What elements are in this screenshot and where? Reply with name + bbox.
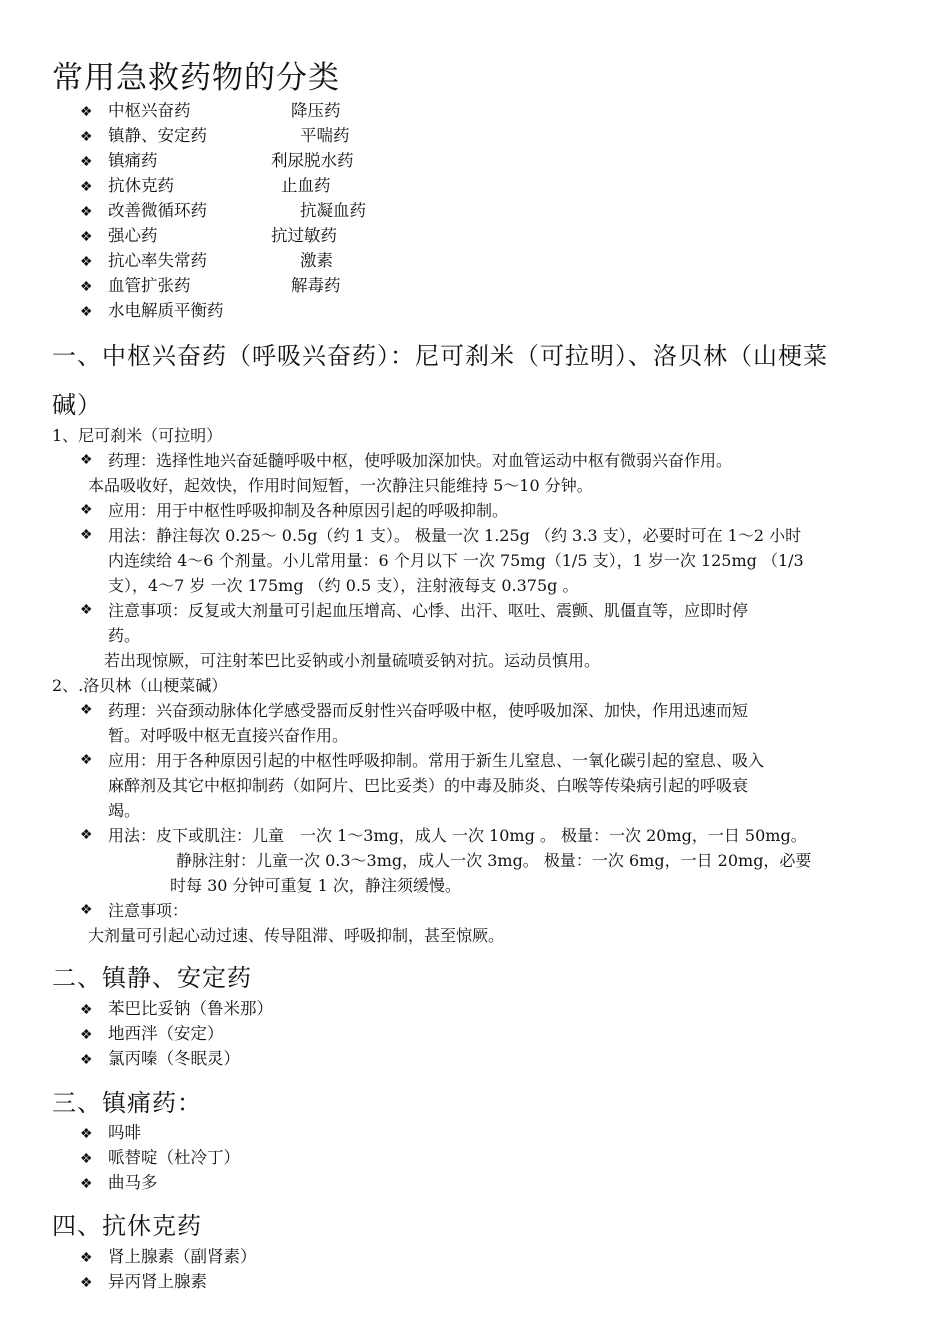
drug-2-precautions-cont: 大剂量可引起心动过速、传导阻滞、呼吸抑制，甚至惊厥。 (88, 926, 505, 945)
diamond-bullet-icon: ❖ (80, 154, 93, 170)
drug-1-application: ❖ 应用：用于中枢性呼吸抑制及各种原因引起的呼吸抑制。 (108, 498, 508, 523)
diamond-bullet-icon: ❖ (80, 1151, 93, 1167)
category-left: 血管扩张药 (108, 276, 191, 295)
category-row (80, 298, 224, 323)
diamond-bullet-icon: ❖ (80, 702, 93, 718)
category-row (80, 223, 337, 248)
document-title: 常用急救药物的分类 (52, 60, 340, 96)
category-row (80, 148, 354, 173)
category-left: 强心药 (108, 226, 158, 245)
drug-2-application: ❖ 应用：用于各种原因引起的中枢性呼吸抑制。常用于新生儿窒息、一氧化碳引起的窒息、吸入 (108, 748, 764, 773)
diamond-bullet-icon: ❖ (80, 204, 93, 220)
category-right: 激素 (300, 251, 333, 270)
diamond-bullet-icon: ❖ (80, 452, 93, 468)
category-right: 抗凝血药 (300, 201, 366, 220)
category-left: 镇静、安定药 (108, 126, 207, 145)
section-1-heading: 一、中枢兴奋药（呼吸兴奋药）：尼可刹米（可拉明）、洛贝林（山梗菜 (52, 342, 828, 370)
section-3-heading: 三、镇痛药： (52, 1089, 202, 1117)
drug-1-dosage-cont: 内连续给 4～6 个剂量。小儿常用量：6 个月以下 一次 75mg（1/5 支），1 岁一次 125mg （1/3 (108, 551, 804, 570)
section-4-heading: 四、抗休克药 (52, 1212, 202, 1240)
category-row (80, 248, 333, 273)
diamond-bullet-icon: ❖ (80, 104, 93, 120)
drug-1-precautions-cont: 药。 (108, 626, 141, 645)
diamond-bullet-icon: ❖ (80, 1275, 93, 1291)
diamond-bullet-icon: ❖ (80, 1027, 93, 1043)
category-right: 降压药 (291, 101, 341, 120)
list-item: ❖ 氯丙嗪（冬眠灵） (80, 1046, 273, 1071)
category-left: 中枢兴奋药 (108, 101, 191, 120)
drug-2-application-cont: 麻醉剂及其它中枢抑制药（如阿片、巴比妥类）的中毒及肺炎、白喉等传染病引起的呼吸衰 (108, 776, 749, 795)
drug-2-application-cont: 竭。 (108, 801, 141, 820)
drug-2-dosage-cont: 时每 30 分钟可重复 1 次，静注须缓慢。 (170, 876, 461, 895)
drug-2-dosage: ❖ 用法：皮下或肌注：儿童 一次 1～3mg，成人 一次 10mg 。 极量：一次 20mg，一日 50mg。 (108, 823, 807, 848)
section-2-list (80, 996, 273, 1071)
drug-1-pharmacology-cont: 本品吸收好，起效快，作用时间短暂，一次静注只能维持 5～10 分钟。 (88, 476, 593, 495)
category-left: 水电解质平衡药 (108, 301, 224, 320)
drug-2-pharmacology-cont: 暂。对呼吸中枢无直接兴奋作用。 (108, 726, 349, 745)
category-left: 改善微循环药 (108, 201, 207, 220)
diamond-bullet-icon: ❖ (80, 129, 93, 145)
drug-1-title: 1、尼可刹米（可拉明） (52, 426, 223, 445)
list-item: ❖ 吗啡 (80, 1120, 240, 1145)
diamond-bullet-icon: ❖ (80, 1250, 93, 1266)
section-2-heading: 二、镇静、安定药 (52, 964, 252, 992)
category-left: 镇痛药 (108, 151, 158, 170)
category-right: 抗过敏药 (271, 226, 337, 245)
diamond-bullet-icon: ❖ (80, 602, 93, 618)
diamond-bullet-icon: ❖ (80, 502, 93, 518)
category-row (80, 98, 341, 123)
drug-1-precautions-cont: 若出现惊厥，可注射苯巴比妥钠或小剂量硫喷妥钠对抗。运动员慎用。 (104, 651, 601, 670)
drug-1-precautions: ❖ 注意事项：反复或大剂量可引起血压增高、心悸、出汗、呕吐、震颤、肌僵直等，应即时停 (108, 598, 748, 623)
drug-1-dosage: ❖ 用法：静注每次 0.25～ 0.5g（约 1 支）。 极量一次 1.25g （约 3.3 支），必要时可在 1～2 小时 (108, 523, 801, 548)
category-left: 抗心率失常药 (108, 251, 207, 270)
category-list (80, 98, 366, 323)
section-3-list (80, 1120, 240, 1195)
list-item: ❖ 曲马多 (80, 1170, 240, 1195)
diamond-bullet-icon: ❖ (80, 752, 93, 768)
list-item: ❖ 地西泮（安定） (80, 1021, 273, 1046)
section-4-list (80, 1244, 257, 1294)
diamond-bullet-icon: ❖ (80, 902, 93, 918)
section-1-heading-cont: 碱） (52, 391, 102, 419)
diamond-bullet-icon: ❖ (80, 1002, 93, 1018)
category-right: 平喘药 (300, 126, 350, 145)
category-left: 抗休克药 (108, 176, 174, 195)
diamond-bullet-icon: ❖ (80, 304, 93, 320)
category-right: 止血药 (281, 176, 331, 195)
list-item: ❖ 苯巴比妥钠（鲁米那） (80, 996, 273, 1021)
diamond-bullet-icon: ❖ (80, 827, 93, 843)
diamond-bullet-icon: ❖ (80, 279, 93, 295)
drug-2-precautions: ❖ 注意事项： (108, 898, 188, 923)
category-row (80, 198, 366, 223)
diamond-bullet-icon: ❖ (80, 254, 93, 270)
list-item: ❖ 哌替啶（杜冷丁） (80, 1145, 240, 1170)
list-item: ❖ 异丙肾上腺素 (80, 1269, 257, 1294)
diamond-bullet-icon: ❖ (80, 527, 93, 543)
diamond-bullet-icon: ❖ (80, 179, 93, 195)
diamond-bullet-icon: ❖ (80, 229, 93, 245)
diamond-bullet-icon: ❖ (80, 1052, 93, 1068)
category-row (80, 123, 350, 148)
drug-1-dosage-cont: 支），4～7 岁 一次 175mg （约 0.5 支），注射液每支 0.375g 。 (108, 576, 579, 595)
diamond-bullet-icon: ❖ (80, 1176, 93, 1192)
drug-2-pharmacology: ❖ 药理：兴奋颈动脉体化学感受器而反射性兴奋呼吸中枢，使呼吸加深、加快，作用迅速而短 (108, 698, 748, 723)
category-row (80, 173, 331, 198)
category-row (80, 273, 341, 298)
list-item: ❖ 肾上腺素（副肾素） (80, 1244, 257, 1269)
diamond-bullet-icon: ❖ (80, 1126, 93, 1142)
drug-2-dosage-cont: 静脉注射：儿童一次 0.3～3mg，成人一次 3mg。 极量：一次 6mg，一日 20mg，必要 (176, 851, 812, 870)
drug-2-title: 2、.洛贝林（山梗菜碱） (52, 676, 228, 695)
category-right: 解毒药 (291, 276, 341, 295)
category-right: 利尿脱水药 (271, 151, 354, 170)
drug-1-pharmacology: ❖ 药理：选择性地兴奋延髓呼吸中枢，使呼吸加深加快。对血管运动中枢有微弱兴奋作用。 (108, 448, 732, 473)
